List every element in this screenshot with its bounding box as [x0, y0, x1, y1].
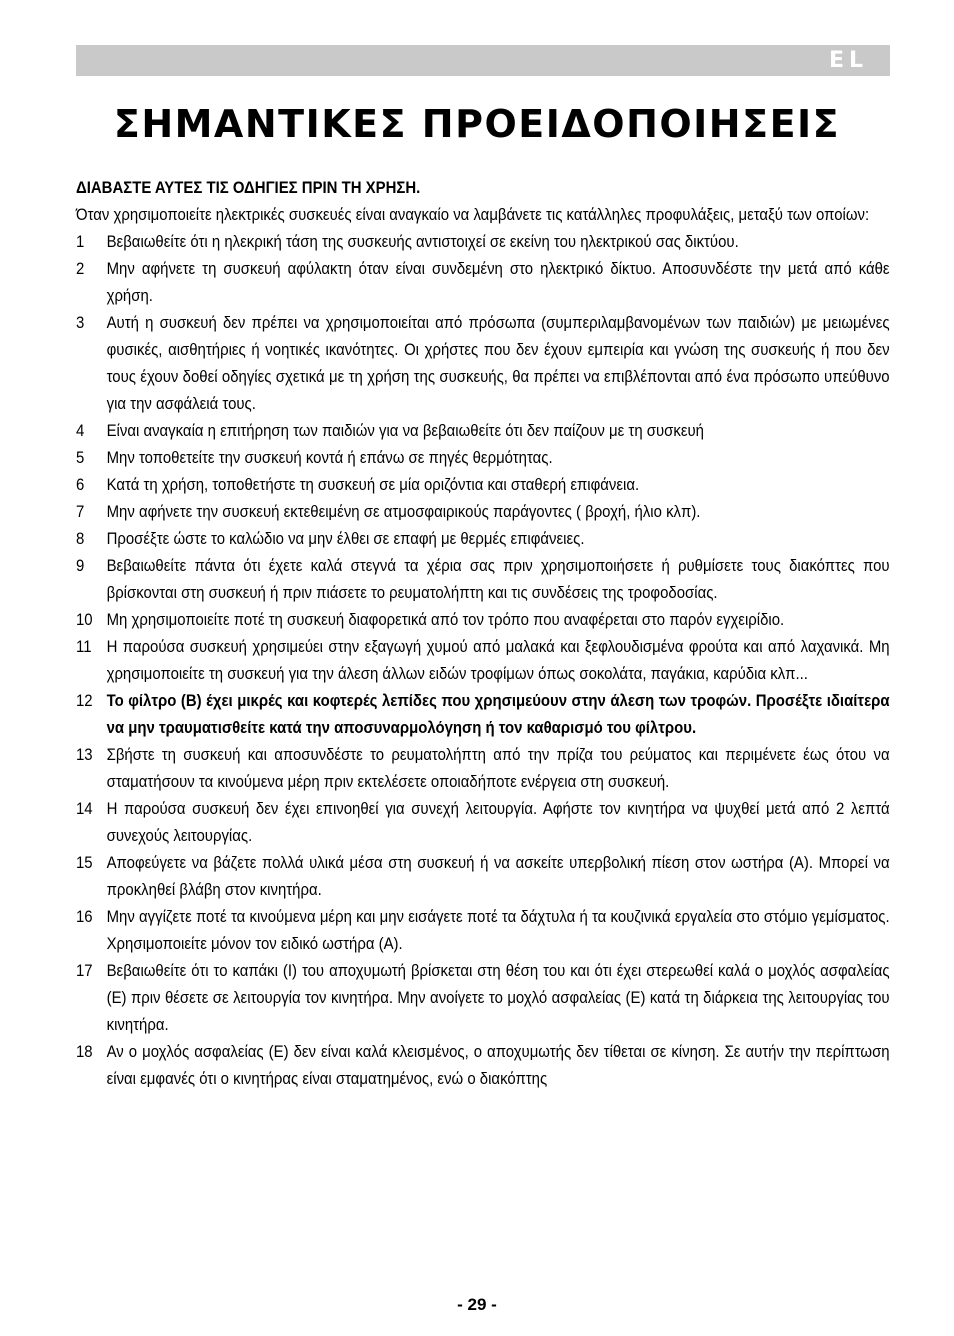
warning-text: Η παρούσα συσκευή δεν έχει επινοηθεί για συνεχή λειτουργία. Αφήστε τον κινητήρα να ψυχθεί μετά από 2 λεπτά συνεχούς λειτουργίας. [106, 799, 890, 845]
section-heading: ΔΙΑΒΑΣΤΕ ΑΥΤΕΣ ΤΙΣ ΟΔΗΓΙΕΣ ΠΡΙΝ ΤΗ ΧΡΗΣΗ. [76, 178, 421, 197]
warning-number: 3 [76, 313, 85, 332]
language-tag: EL [828, 48, 868, 73]
warning-text: Σβήστε τη συσκευή και αποσυνδέστε το ρευματολήπτη από την πρίζα του ρεύματος και περιμένετε έως ότου να σταματήσουν τα κινούμενα μέρη πριν εκτελέσετε οποιαδήποτε ενέργεια στη συσκευή. [106, 745, 890, 791]
warning-number: 14 [76, 799, 93, 818]
warning-item [76, 795, 890, 849]
warning-text: Βεβαιωθείτε πάντα ότι έχετε καλά στεγνά τα χέρια σας πριν χρησιμοποιήσετε ή ρυθμίσετε τους διακόπτες που βρίσκονται στη συσκευή ή πριν πιάσετε το ρευματολήπτη και τις συνδέσεις της τροφοδοσίας. [106, 556, 890, 602]
warning-text: Η παρούσα συσκευή χρησιμεύει στην εξαγωγή χυμού από μαλακά και ξεφλουδισμένα φρούτα και από λαχανικά. Μη χρησιμοποιείτε τη συσκευή για την άλεση άλλων ειδών τροφίμων όπως σοκολάτα, παγάκια, καρύδια κλπ... [106, 637, 890, 683]
warning-item [76, 552, 890, 606]
warning-item [76, 687, 890, 741]
warning-item [76, 471, 890, 498]
warnings-list [76, 228, 890, 1092]
warning-text: Είναι αναγκαία η επιτήρηση των παιδιών για να βεβαιωθείτε ότι δεν παίζουν με τη συσκευή [106, 421, 704, 440]
warning-text: Προσέξτε ώστε το καλώδιο να μην έλθει σε επαφή με θερμές επιφάνειες. [106, 529, 585, 548]
warning-number: 10 [76, 610, 93, 629]
warning-number: 11 [76, 637, 92, 656]
warning-text: Μην αφήνετε τη συσκευή αφύλακτη όταν είναι συνδεμένη στο ηλεκτρικό δίκτυο. Αποσυνδέστε την μετά από κάθε χρήση. [106, 259, 890, 305]
warning-item [76, 903, 890, 957]
warning-number: 2 [76, 259, 85, 278]
warning-text: Το φίλτρο (B) έχει μικρές και κοφτερές λεπίδες που χρησιμεύουν στην άλεση των τροφών. Προσέξτε ιδιαίτερα να μην τραυματισθείτε κατά την αποσυναρμολόγηση ή τον καθαρισμό του φίλτρου. [106, 691, 890, 737]
warning-item [76, 525, 890, 552]
warning-number: 17 [76, 961, 93, 980]
page-number: - 29 - [457, 1295, 497, 1314]
warning-item [76, 255, 890, 309]
warning-number: 9 [76, 556, 85, 575]
warning-number: 4 [76, 421, 85, 440]
warning-item [76, 741, 890, 795]
warning-text: Μη χρησιμοποιείτε ποτέ τη συσκευή διαφορετικά από τον τρόπο που αναφέρεται στο παρόν εγχειρίδιο. [106, 610, 785, 629]
warning-number: 6 [76, 475, 85, 494]
warning-text: Μην τοποθετείτε την συσκευή κοντά ή επάνω σε πηγές θερμότητας. [106, 448, 553, 467]
language-bar [76, 45, 890, 76]
warning-text: Μην αφήνετε την συσκευή εκτεθειμένη σε ατμοσφαιρικούς παράγοντες ( βροχή, ήλιο κλπ). [106, 502, 701, 521]
warning-text: Μην αγγίζετε ποτέ τα κινούμενα μέρη και μην εισάγετε ποτέ τα δάχτυλα ή τα κουζινικά εργαλεία στο στόμιο γεμίσματος. Χρησιμοποιείτε μόνον τον ειδικό ωστήρα (A). [106, 907, 890, 953]
warning-number: 13 [76, 745, 93, 764]
warning-number: 7 [76, 502, 85, 521]
warning-number: 15 [76, 853, 93, 872]
intro-paragraph: Όταν χρησιμοποιείτε ηλεκτρικές συσκευές είναι αναγκαίο να λαμβάνετε τις κατάλληλες προφυλάξεις, μεταξύ των οποίων: [76, 205, 870, 224]
page-title: ΣΗΜΑΝΤΙΚΕΣ ΠΡΟΕΙΔΟΠΟΙΗΣΕΙΣ [113, 102, 841, 146]
warning-number: 1 [76, 232, 85, 251]
warning-item [76, 417, 890, 444]
warning-number: 18 [76, 1042, 93, 1061]
warning-number: 16 [76, 907, 93, 926]
warning-item [76, 1038, 890, 1092]
warning-item [76, 498, 890, 525]
warning-text: Αν ο μοχλός ασφαλείας (E) δεν είναι καλά κλεισμένος, ο αποχυμωτής δεν τίθεται σε κίνηση. Σε αυτήν την περίπτωση είναι εμφανές ότι ο κινητήρας είναι σταματημένος, ενώ ο διακόπτης [106, 1042, 890, 1088]
warning-item [76, 606, 890, 633]
warning-item [76, 228, 890, 255]
warning-text: Κατά τη χρήση, τοποθετήστε τη συσκευή σε μία οριζόντια και σταθερή επιφάνεια. [106, 475, 640, 494]
warning-number: 5 [76, 448, 85, 467]
warning-text: Βεβαιωθείτε ότι η ηλεκρική τάση της συσκευής αντιστοιχεί σε εκείνη του ηλεκτρικού σας δικτύου. [106, 232, 739, 251]
warning-item [76, 633, 890, 687]
warning-item [76, 957, 890, 1038]
document-body [76, 174, 890, 1092]
warning-text: Αυτή η συσκευή δεν πρέπει να χρησιμοποιείται από πρόσωπα (συμπεριλαμβανομένων των παιδιών) με μειωμένες φυσικές, αισθητήριες ή νοητικές ικανότητες. Οι χρήστες που δεν έχουν εμπειρία και γνώση της συσκευής ή που δεν τους έχουν δοθεί οδηγίες σχετικά με τη χρήση της συσκευής, θα πρέπει να επιβλέπονται από ένα πρόσωπο υπεύθυνο για την ασφάλειά τους. [106, 313, 890, 413]
warning-item [76, 444, 890, 471]
warning-text: Βεβαιωθείτε ότι το καπάκι (I) του αποχυμωτή βρίσκεται στη θέση του και ότι έχει στερεωθεί καλά ο μοχλός ασφαλείας (E) πριν θέσετε σε λειτουργία τον κινητήρα. Μην ανοίγετε το μοχλό ασφαλείας (E) κατά τη διάρκεια της λειτουργίας του κινητήρα. [106, 961, 890, 1034]
warning-item [76, 309, 890, 417]
warning-number: 8 [76, 529, 85, 548]
warning-item [76, 849, 890, 903]
warning-text: Αποφεύγετε να βάζετε πολλά υλικά μέσα στη συσκευή ή να ασκείτε υπερβολική πίεση στον ωστήρα (A). Μπορεί να προκληθεί βλάβη στον κινητήρα. [106, 853, 890, 899]
warning-number: 12 [76, 691, 93, 710]
